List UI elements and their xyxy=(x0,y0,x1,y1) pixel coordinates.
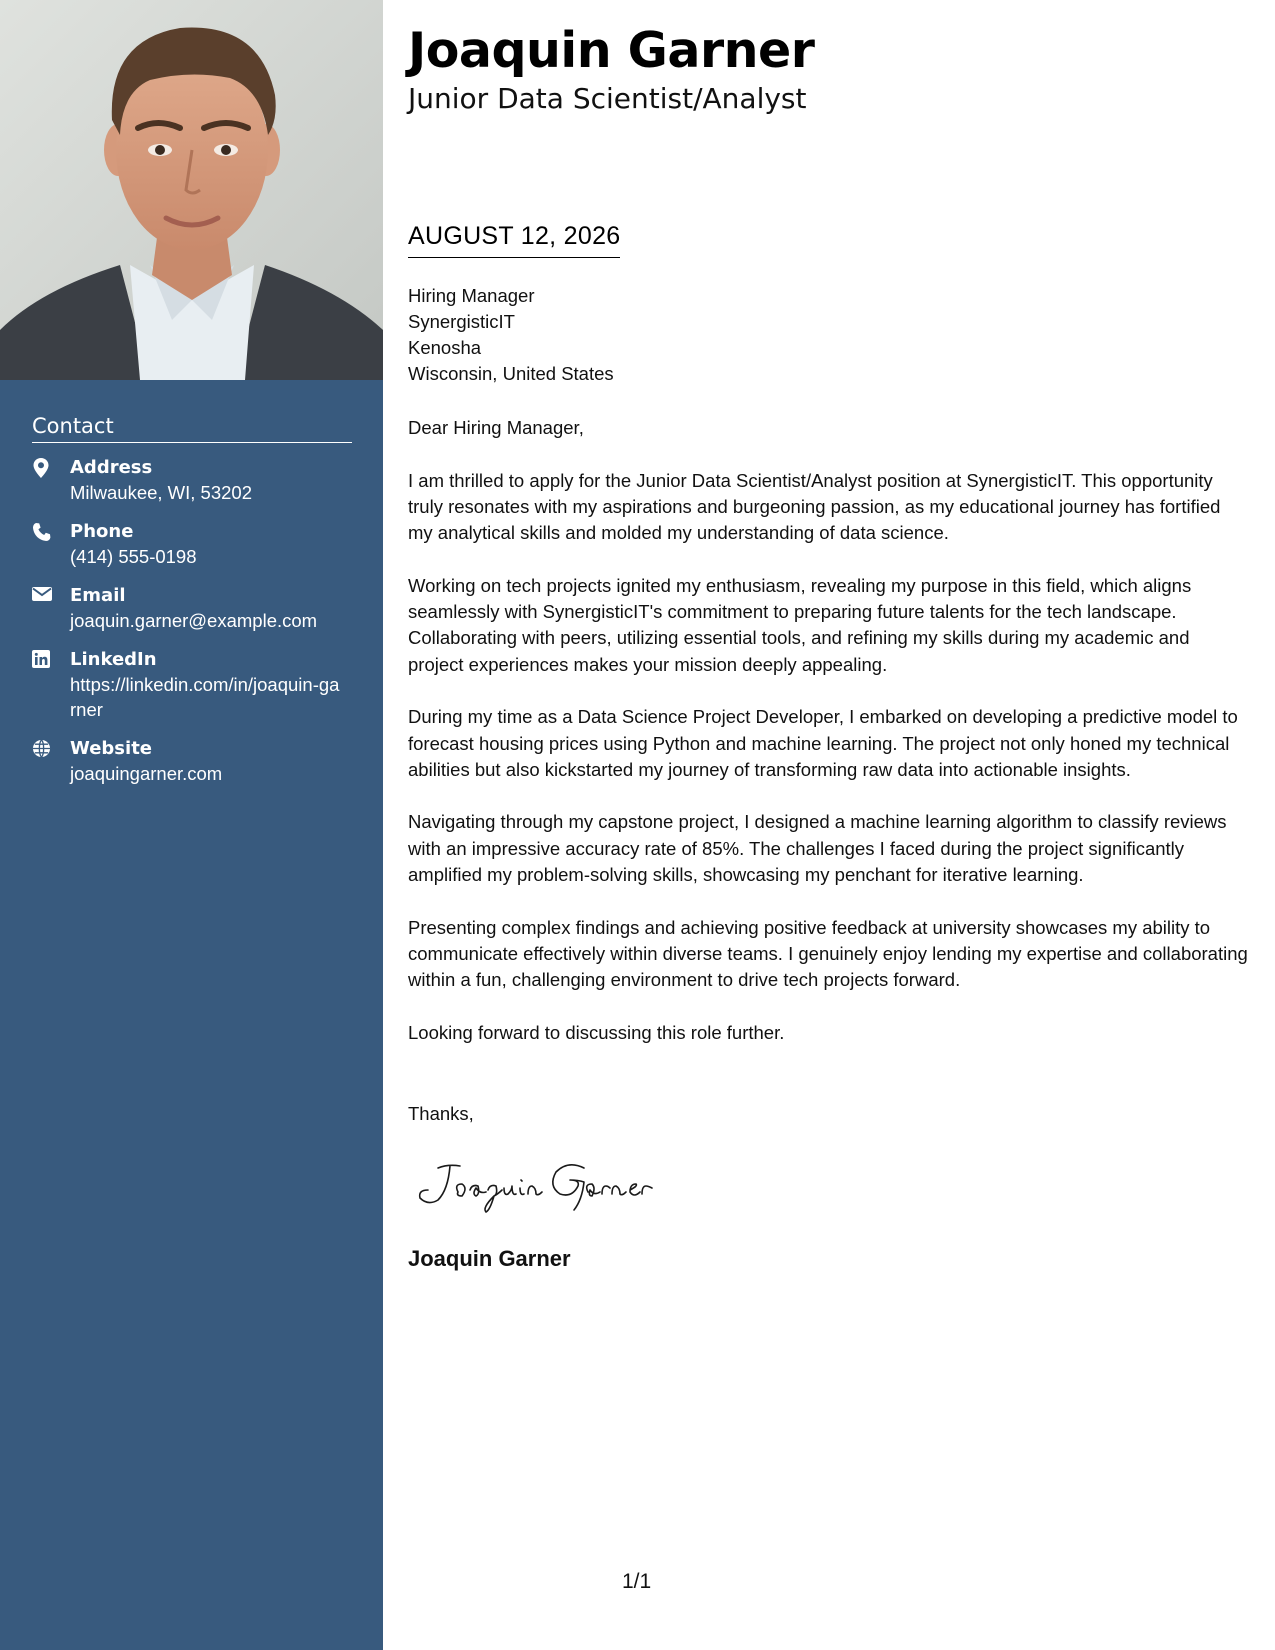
contact-label-address: Address xyxy=(70,457,153,478)
contact-value-phone[interactable]: (414) 555-0198 xyxy=(70,546,197,567)
contact-label-website: Website xyxy=(70,738,153,759)
letter-paragraph: Looking forward to discussing this role further. xyxy=(408,1021,785,1043)
contact-item-website xyxy=(32,736,352,786)
contact-item-phone xyxy=(32,519,352,569)
contact-value-address: Milwaukee, WI, 53202 xyxy=(70,482,253,503)
linkedin-icon xyxy=(32,647,70,722)
recipient-block xyxy=(408,283,614,387)
contact-section xyxy=(32,414,352,800)
recipient-region: Wisconsin, United States xyxy=(408,363,614,384)
letter-greeting: Dear Hiring Manager, xyxy=(408,417,584,438)
envelope-icon xyxy=(32,583,70,633)
applicant-name: Joaquin Garner xyxy=(408,22,815,79)
contact-label-phone: Phone xyxy=(70,521,134,542)
letter-paragraph: During my time as a Data Science Project Developer, I embarked on developing a predictive model to forecast housing prices using Python and machine learning. The project not only honed my technical abilities but also kickstarted my journey of transforming raw data into actionable insights. xyxy=(408,706,1238,780)
recipient-title: Hiring Manager xyxy=(408,285,535,306)
contact-item-email xyxy=(32,583,352,633)
letter-date: AUGUST 12, 2026 xyxy=(408,222,620,258)
applicant-role: Junior Data Scientist/Analyst xyxy=(408,82,807,115)
contact-value-email[interactable]: joaquin.garner@example.com xyxy=(70,610,318,631)
letter-closing: Thanks, xyxy=(408,1103,474,1124)
letter-paragraph: Presenting complex findings and achieving positive feedback at university showcases my ability to communicate effectively within diverse teams. I genuinely enjoy lending my expertise and collaborating within a fun, challenging environment to drive tech projects forward. xyxy=(408,916,1248,991)
handwritten-signature xyxy=(408,1150,668,1225)
contact-value-website[interactable]: joaquingarner.com xyxy=(70,763,223,784)
contact-value-linkedin[interactable]: https://linkedin.com/in/joaquin-garner xyxy=(70,674,340,720)
letter-paragraph: I am thrilled to apply for the Junior Data Scientist/Analyst position at SynergisticIT. This opportunity truly resonates with my aspirations and burgeoning passion, as my educational journey has fortified my analytical skills and molded my understanding of data science. xyxy=(408,469,1221,544)
letter-paragraph: Navigating through my capstone project, I designed a machine learning algorithm to classify reviews with an impressive accuracy rate of 85%. The challenges I faced during the project significantly amplified my problem-solving skills, showcasing my penchant for iterative learning. xyxy=(408,811,1227,886)
letter-body xyxy=(408,415,1248,1072)
contact-item-linkedin xyxy=(32,647,352,722)
page-number: 1/1 xyxy=(622,1570,652,1593)
contact-label-email: Email xyxy=(70,585,126,606)
contact-heading: Contact xyxy=(32,414,352,443)
location-pin-icon xyxy=(32,455,70,505)
portrait-illustration xyxy=(0,0,383,380)
signer-name: Joaquin Garner xyxy=(408,1246,571,1271)
contact-label-linkedin: LinkedIn xyxy=(70,649,157,670)
letter-paragraph: Working on tech projects ignited my enthusiasm, revealing my purpose in this field, which aligns seamlessly with SynergisticIT's commitment to preparing future talents for the tech landscape. Collaborating with peers, utilizing essential tools, and refining my skills during my academic and project experiences makes your mission deeply appealing. xyxy=(408,574,1192,675)
phone-icon xyxy=(32,519,70,569)
recipient-company: SynergisticIT xyxy=(408,311,515,332)
sidebar xyxy=(0,0,383,1650)
profile-photo xyxy=(0,0,383,380)
contact-item-address xyxy=(32,455,352,505)
recipient-city: Kenosha xyxy=(408,337,482,358)
globe-icon xyxy=(32,736,70,786)
